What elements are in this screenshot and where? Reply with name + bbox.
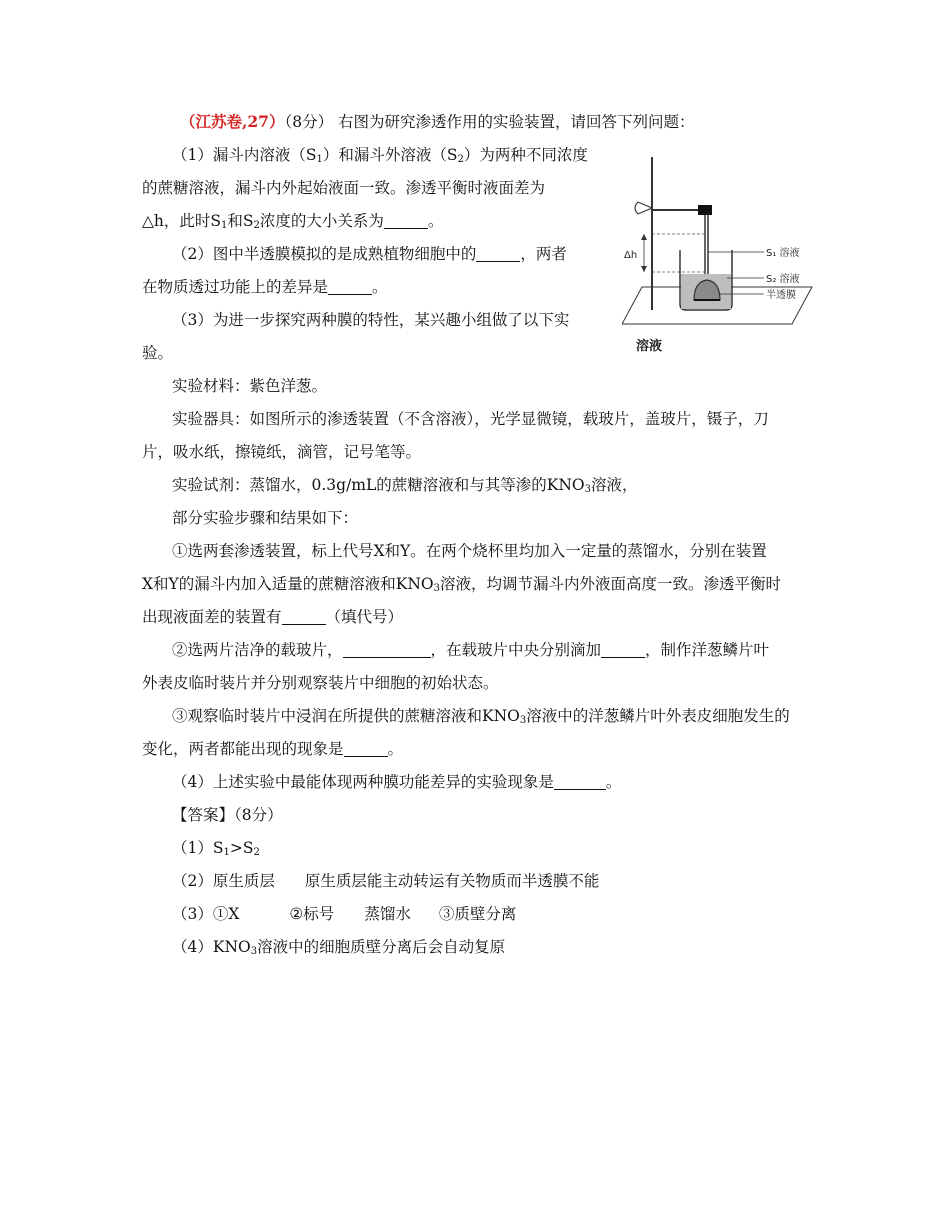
step3-line1: ③观察临时装片中浸润在所提供的蔗糖溶液和$KNO_3$溶液中的洋葱鳞片叶外表皮细胞发生的 bbox=[172, 707, 790, 726]
equipment-line2: 片，吸水纸，擦镜纸，滴管，记号笔等。 bbox=[142, 443, 422, 461]
step1-line1: ①选两套渗透装置，标上代号X和Y。在两个烧杯里均加入一定量的蒸馏水，分别在装置 bbox=[172, 542, 767, 560]
step2-line2: 外表皮临时装片并分别观察装片中细胞的初始状态。 bbox=[142, 674, 499, 692]
answer-blank bbox=[476, 247, 520, 262]
part4-line: （4）上述实验中最能体现两种膜功能差异的实验现象是 。 bbox=[172, 773, 622, 791]
part3-line2: 验。 bbox=[142, 344, 174, 362]
answer-blank bbox=[601, 643, 645, 658]
part2-line1: （2）图中半透膜模拟的是成熟植物细胞中的 ，两者 bbox=[172, 245, 567, 263]
answer-blank bbox=[282, 610, 326, 625]
answer-header: 【答案】（8分） bbox=[172, 806, 283, 824]
equipment-line1: 实验器具：如图所示的渗透装置（不含溶液），光学显微镜，载玻片，盖玻片，镊子，刀 bbox=[172, 410, 769, 428]
answer-1: $(1)S_1>S_2$ bbox=[172, 839, 260, 858]
dh-label: Δh bbox=[624, 250, 638, 261]
question-source: （江苏卷,27） bbox=[180, 112, 285, 131]
answer-blank bbox=[343, 643, 431, 658]
reagents-line: 实验试剂：蒸馏水，0.3g/mL的蔗糖溶液和与其等渗的$KNO_3$溶液， bbox=[172, 476, 638, 495]
part3-line1: （3）为进一步探究两种膜的特性，某兴趣小组做了以下实 bbox=[172, 311, 570, 329]
answer-blank bbox=[344, 742, 388, 757]
clamp-block bbox=[698, 205, 712, 215]
materials-line: 实验材料：紫色洋葱。 bbox=[172, 377, 328, 395]
osmosis-apparatus-figure bbox=[622, 152, 814, 357]
answer-4: $(4)KNO_3$溶液中的细胞质壁分离后会自动复原 bbox=[172, 938, 506, 957]
steps-intro: 部分实验步骤和结果如下： bbox=[172, 509, 359, 527]
answer-blank bbox=[554, 775, 606, 790]
step2-line1: ②选两片洁净的载玻片， ，在载玻片中央分别滴加 ，制作洋葱鳞片叶 bbox=[172, 641, 770, 659]
question-intro: 右图为研究渗透作用的实验装置，请回答下列问题： bbox=[338, 113, 695, 131]
question-header bbox=[180, 112, 695, 132]
answer-blank bbox=[384, 214, 428, 229]
membrane-label: 半透膜 bbox=[766, 290, 796, 301]
answer-blank bbox=[328, 280, 372, 295]
part1-line1: （1）漏斗内溶液$(S_1)$和漏斗外溶液$(S_2)$为两种不同浓度 bbox=[172, 146, 588, 165]
s1-label: S₁ 溶液 bbox=[766, 248, 800, 259]
answer-2: （2）原生质层 原生质层能主动转运有关物质而半透膜不能 bbox=[172, 872, 600, 890]
part1-line2: 的蔗糖溶液，漏斗内外起始液面一致。渗透平衡时液面差为 bbox=[142, 179, 546, 197]
s2-label: S₂ 溶液 bbox=[766, 274, 800, 285]
part2-line2: 在物质透过功能上的差异是 。 bbox=[142, 278, 388, 296]
step1-line2: X和Y的漏斗内加入适量的蔗糖溶液和$KNO_3$溶液，均调节漏斗内外液面高度一致。渗透平衡时 bbox=[142, 575, 782, 594]
step3-line2: 变化，两者都能出现的现象是 。 bbox=[142, 740, 404, 758]
step1-line3: 出现液面差的装置有 （填代号） bbox=[142, 608, 404, 626]
answer-3: （3）①X ②标号 蒸馏水 ③质壁分离 bbox=[172, 905, 517, 923]
figure-caption: 溶液 bbox=[636, 339, 663, 354]
part1-line3: △h，此时$S_1$和$S_2$浓度的大小关系为 。 bbox=[142, 212, 444, 231]
clamp-screw-icon bbox=[635, 202, 652, 214]
question-score: （8分） bbox=[284, 113, 334, 131]
